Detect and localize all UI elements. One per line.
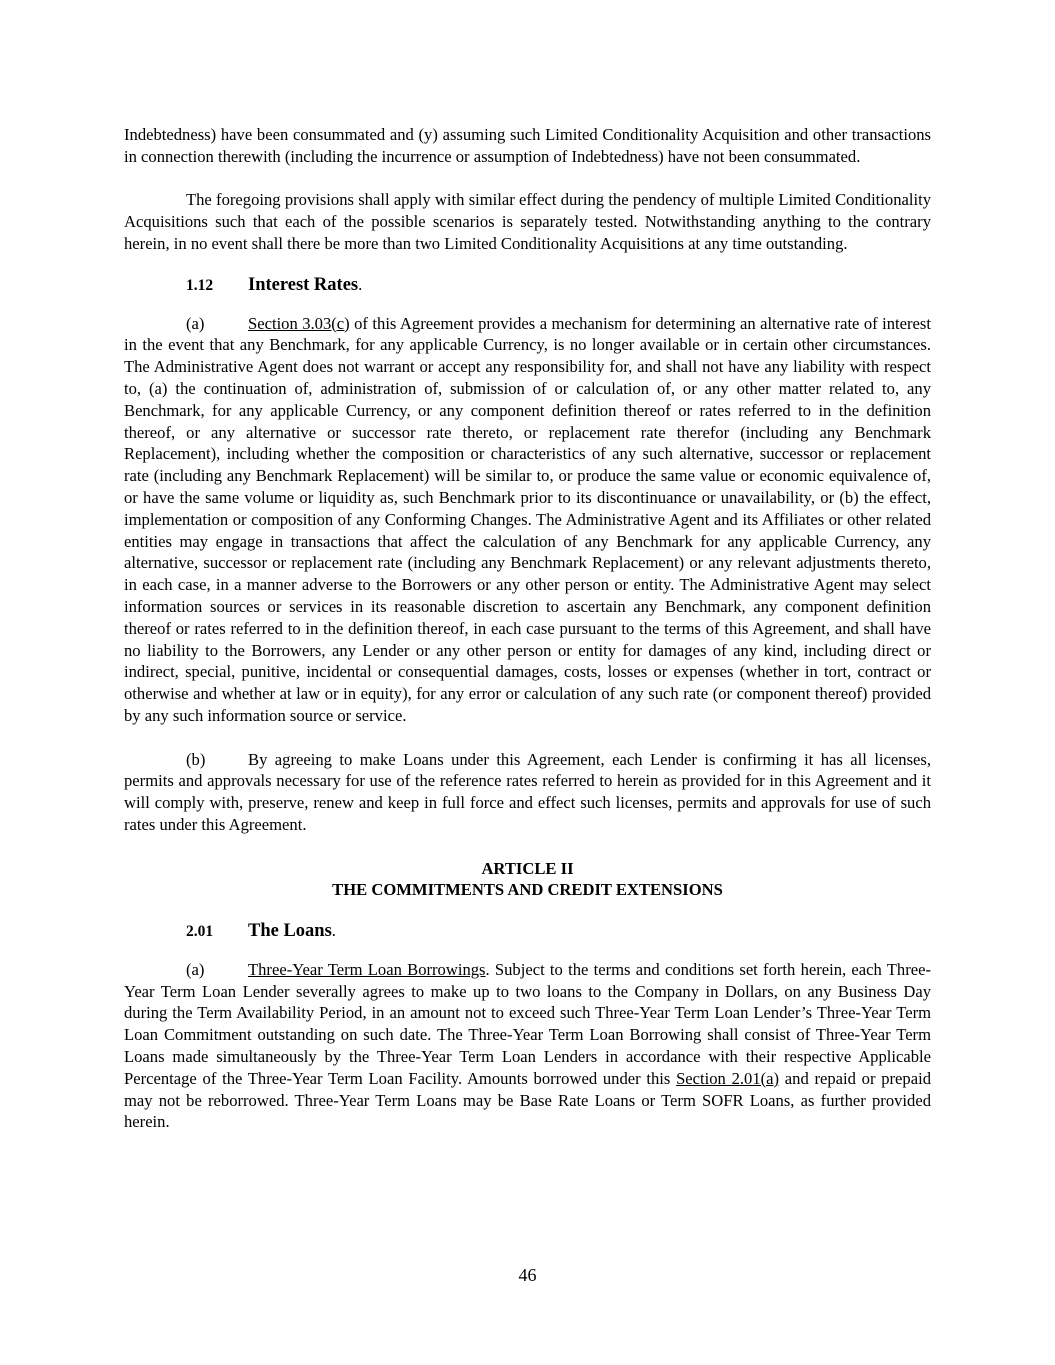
section-2-01a-link[interactable]: Section 2.01(a) xyxy=(676,1068,780,1088)
foregoing-paragraph: The foregoing provisions shall apply with similar effect during the pendency of multiple Limited Conditionality Acquisitions such that each of the possible scenarios is separately tested. Notwithstanding anything to the contrary herein, in no event shall there be more than two Limited Conditionality Acquisitions at any time outstanding. xyxy=(124,190,931,253)
document-page xyxy=(124,124,931,1133)
para-label: (a) xyxy=(186,959,205,979)
section-3-03c-link[interactable]: Section 3.03(c) xyxy=(248,313,350,333)
section-2-01-para-a xyxy=(124,959,931,1133)
para-text: By agreeing to make Loans under this Agreement, each Lender is confirming it has all licenses, permits and approvals necessary for use of the reference rates referred to herein as provided for in this Agreement and it will comply with, preserve, renew and keep in full force and effect such licenses, permits and approvals for use of such rates under this Agreement. xyxy=(124,749,931,834)
article-title: THE COMMITMENTS AND CREDIT EXTENSIONS xyxy=(332,880,723,900)
article-number: ARTICLE II xyxy=(481,858,574,878)
section-number: 2.01 xyxy=(186,923,214,941)
article-heading xyxy=(124,858,931,902)
section-2-01-heading: 2.01 The Loans. xyxy=(186,921,336,942)
intro-paragraph: Indebtedness) have been consummated and (y) assuming such Limited Conditionality Acquisition and other transactions in connection therewith (including the incurrence or assumption of Indebtedness) have not been consummated. xyxy=(124,125,931,166)
para-label: (b) xyxy=(186,749,206,769)
page-number: 46 xyxy=(518,1265,537,1285)
section-1-12-para-a xyxy=(124,313,931,727)
para-text: and repaid or prepaid may not be reborrowed. Three-Year Term Loans may be Base Rate Loans or Term SOFR Loans, as further provided herein. xyxy=(124,1068,931,1132)
para-text: of this Agreement provides a mechanism for determining an alternative rate of interest in the event that any Benchmark, for any applicable Currency, is no longer available or in certain other circumstances. The Administrative Agent does not warrant or accept any responsibility for, and shall not have any liability with respect to, (a) the continuation of, administration of, submission of or calculation of, or any other matter related to, any Benchmark, for any applicable Currency, or any component definition thereof or rates referred to in the definition thereof, or any alternative or successor rate thereto, or replacement rate therefor (including any Benchmark Replacement), including whether the composition or characteristics of any such alternative, successor or replacement rate (including any Benchmark Replacement) will be similar to, or produce the same value or economic equivalence of, or have the same volume or liquidity as, such Benchmark prior to its discontinuance or unavailability, or (b) the effect, implementation or composition of any Conforming Changes. The Administrative Agent and its Affiliates or other related entities may engage in transactions that affect the calculation of any Benchmark for any applicable Currency, any alternative, successor or replacement rate (including any Benchmark Replacement) or any relevant adjustments thereto, in each case, in a manner adverse to the Borrowers or any other person or entity. The Administrative Agent may select information sources or services in its reasonable discretion to ascertain any Benchmark, any component definition thereof or rates referred to in the definition thereof, in each case pursuant to the terms of this Agreement, and shall have no liability to the Borrowers, any Lender or any other person or entity for damages of any kind, including direct or indirect, special, punitive, incidental or consequential damages, costs, losses or expenses (whether in tort, contract or otherwise and whether at law or in equity), for any error or calculation of any such rate (or component thereof) provided by any such information source or service. xyxy=(124,313,931,725)
section-number: 1.12 xyxy=(186,276,214,294)
para-text: . Subject to the terms and conditions set forth herein, each Three-Year Term Loan Lender severally agrees to make up to two loans to the Company in Dollars, on any Business Day during the Term Availability Period, in an amount not to exceed such Three-Year Term Loan Lender’s Three-Year Term Loan Commitment outstanding on such date. The Three-Year Term Loan Borrowing shall consist of Three-Year Term Loans made simultaneously by the Three-Year Term Loan Lenders in accordance with their respective Applicable Percentage of the Three-Year Term Loan Facility. Amounts borrowed under this xyxy=(124,959,931,1088)
section-1-12-heading: 1.12 Interest Rates. xyxy=(186,274,363,295)
section-title: Interest Rates xyxy=(248,274,359,295)
section-1-12-para-b xyxy=(124,749,931,836)
section-title: The Loans xyxy=(248,921,332,942)
para-heading: Three-Year Term Loan Borrowings xyxy=(248,959,486,979)
para-label: (a) xyxy=(186,313,205,333)
